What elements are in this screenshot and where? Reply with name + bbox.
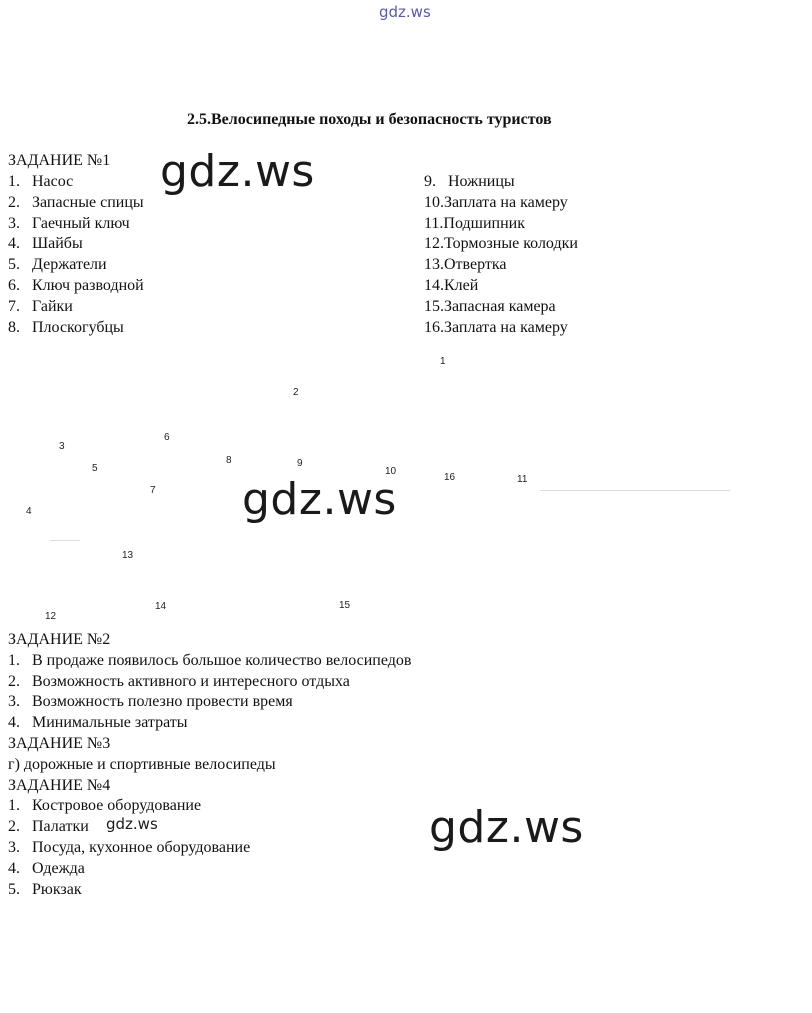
list-item: 11.Подшипник: [424, 214, 525, 232]
list-item: 8. Плоскогубцы: [8, 318, 124, 336]
watermark: gdz.ws: [160, 146, 315, 197]
figure-label: 2: [293, 387, 299, 398]
list-item: 7. Гайки: [8, 297, 73, 315]
figure-label: 13: [122, 550, 134, 561]
list-item: 16.Заплата на камеру: [424, 318, 568, 336]
list-item: 4. Минимальные затраты: [8, 714, 188, 732]
list-item: 10.Заплата на камеру: [424, 193, 568, 211]
list-item: 4. Шайбы: [8, 235, 83, 253]
list-item: 1. Костровое оборудование: [8, 797, 202, 815]
figure-label: 7: [150, 485, 156, 496]
list-item: 6. Ключ разводной: [8, 276, 144, 294]
list-item: 14.Клей: [424, 276, 479, 294]
tool-figure: [0, 350, 812, 630]
figure-label: 8: [226, 455, 232, 466]
list-item: 3. Гаечный ключ: [8, 214, 130, 232]
watermark: gdz.ws: [242, 474, 397, 525]
figure-label: 14: [155, 601, 167, 612]
watermark: gdz.ws: [429, 802, 584, 853]
list-item: 1. Насос: [8, 173, 74, 190]
figure-label: 12: [45, 611, 57, 622]
figure-label: 1: [440, 356, 446, 367]
list-item: 1. В продаже появилось большое количество велосипедов: [8, 651, 412, 669]
task1-heading: ЗАДАНИЕ №1: [8, 152, 111, 169]
list-item: 5. Рюкзак: [8, 880, 82, 898]
list-item: 5. Держатели: [8, 256, 107, 274]
figure-label: 11: [517, 474, 528, 485]
page-title: 2.5.Велосипедные походы и безопасность туристов: [187, 111, 552, 128]
figure-label: 10: [385, 466, 397, 477]
figure-label: 16: [444, 472, 456, 483]
task2-heading: ЗАДАНИЕ №2: [8, 631, 111, 648]
list-item: 13.Отвертка: [424, 256, 507, 274]
list-item: 12.Тормозные колодки: [424, 235, 578, 253]
list-item: 3. Посуда, кухонное оборудование: [8, 838, 251, 856]
figure-label: 9: [297, 458, 303, 469]
watermark-top: gdz.ws: [379, 3, 431, 21]
list-item: 2. Палатки: [8, 818, 89, 836]
list-item: 9. Ножницы: [424, 173, 515, 190]
list-item: 2. Возможность активного и интересного отдыха: [8, 672, 350, 690]
list-item: 15.Запасная камера: [424, 297, 556, 315]
list-item: 3. Возможность полезно провести время: [8, 693, 293, 711]
figure-line: [540, 490, 730, 491]
task3-answer: г) дорожные и спортивные велосипеды: [8, 755, 276, 773]
list-item: 2. Запасные спицы: [8, 193, 144, 211]
watermark-small: gdz.ws: [106, 815, 158, 833]
list-item: 4. Одежда: [8, 859, 85, 877]
task2: [8, 630, 411, 900]
figure-line: [50, 540, 80, 541]
task3-heading: ЗАДАНИЕ №3: [8, 734, 111, 752]
figure-label: 6: [164, 432, 170, 443]
figure-label: 3: [59, 441, 65, 452]
figure-label: 5: [92, 463, 98, 474]
task4-heading: ЗАДАНИЕ №4: [8, 776, 111, 794]
task1-left-list: [8, 172, 144, 338]
task1-right-list: [424, 172, 578, 338]
figure-label: 4: [26, 506, 32, 517]
figure-label: 15: [339, 600, 351, 611]
